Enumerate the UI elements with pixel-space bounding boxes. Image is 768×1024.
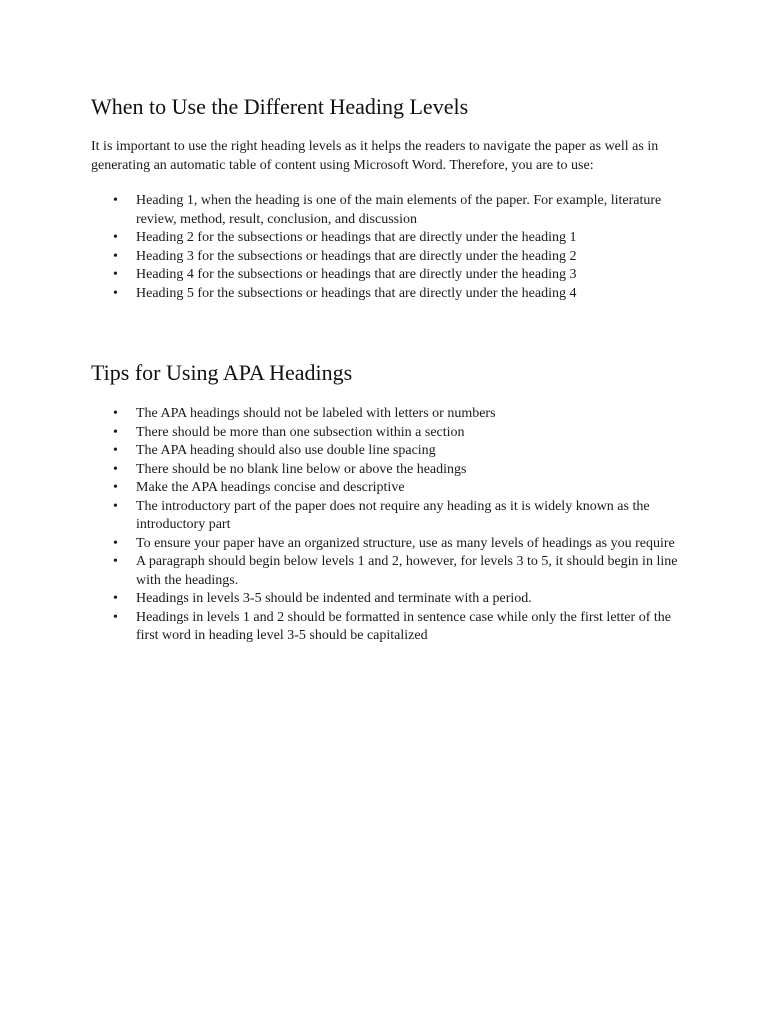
bullet-icon: [113, 609, 123, 628]
list-item-text: Make the APA headings concise and descriptive: [136, 480, 405, 495]
list-item: [91, 553, 691, 590]
list-item: [91, 461, 691, 480]
list-item: [91, 266, 691, 285]
section-heading-heading-levels: When to Use the Different Heading Levels: [91, 94, 469, 119]
heading-levels-list: [91, 192, 691, 303]
list-item-text: Headings in levels 1 and 2 should be formatted in sentence case while only the first letter of the first word in heading level 3-5 should be capitalized: [136, 609, 671, 643]
bullet-icon: [113, 266, 123, 285]
list-item: [91, 442, 691, 461]
list-item-text: Heading 4 for the subsections or headings that are directly under the heading 3: [136, 267, 577, 282]
apa-tips-list: [91, 405, 691, 646]
bullet-icon: [113, 553, 123, 572]
bullet-icon: [113, 248, 123, 267]
list-item-text: There should be no blank line below or above the headings: [136, 461, 467, 477]
list-item: [91, 609, 691, 646]
list-item: [91, 192, 691, 229]
bullet-icon: [113, 498, 123, 517]
list-item: [91, 479, 691, 498]
bullet-icon: [113, 479, 123, 498]
section-heading-apa-tips: Tips for Using APA Headings: [91, 360, 353, 385]
bullet-icon: [113, 405, 123, 424]
list-item-text: Heading 2 for the subsections or headings that are directly under the heading 1: [136, 230, 577, 245]
list-item-text: Heading 5 for the subsections or headings that are directly under the heading 4: [136, 285, 577, 301]
list-item: [91, 405, 691, 424]
list-item: [91, 424, 691, 443]
list-item-text: Heading 1, when the heading is one of the main elements of the paper. For example, literature review, method, result, conclusion, and discussion: [136, 193, 662, 227]
list-item-text: Headings in levels 3-5 should be indented and terminate with a period.: [136, 591, 532, 606]
intro-paragraph: It is important to use the right heading levels as it helps the readers to navigate the paper as well as in generating an automatic table of content using Microsoft Word. Therefore, you are to use:: [91, 139, 659, 173]
list-item: [91, 285, 691, 304]
list-item-text: Heading 3 for the subsections or headings that are directly under the heading 2: [136, 248, 577, 264]
list-item-text: The APA headings should not be labeled with letters or numbers: [136, 406, 496, 421]
list-item: [91, 590, 691, 609]
bullet-icon: [113, 535, 123, 554]
list-item: [91, 535, 691, 554]
list-item: [91, 498, 691, 535]
list-item-text: To ensure your paper have an organized structure, use as many levels of headings as you require: [136, 535, 675, 551]
bullet-icon: [113, 424, 123, 443]
bullet-icon: [113, 192, 123, 211]
list-item-text: A paragraph should begin below levels 1 and 2, however, for levels 3 to 5, it should begin in line with the headings.: [136, 554, 678, 588]
list-item: [91, 229, 691, 248]
bullet-icon: [113, 442, 123, 461]
list-item-text: The introductory part of the paper does not require any heading as it is widely known as the introductory part: [136, 498, 650, 532]
bullet-icon: [113, 590, 123, 609]
bullet-icon: [113, 229, 123, 248]
list-item-text: There should be more than one subsection within a section: [136, 424, 465, 440]
bullet-icon: [113, 461, 123, 480]
list-item: [91, 248, 691, 267]
bullet-icon: [113, 285, 123, 304]
list-item-text: The APA heading should also use double line spacing: [136, 443, 436, 458]
